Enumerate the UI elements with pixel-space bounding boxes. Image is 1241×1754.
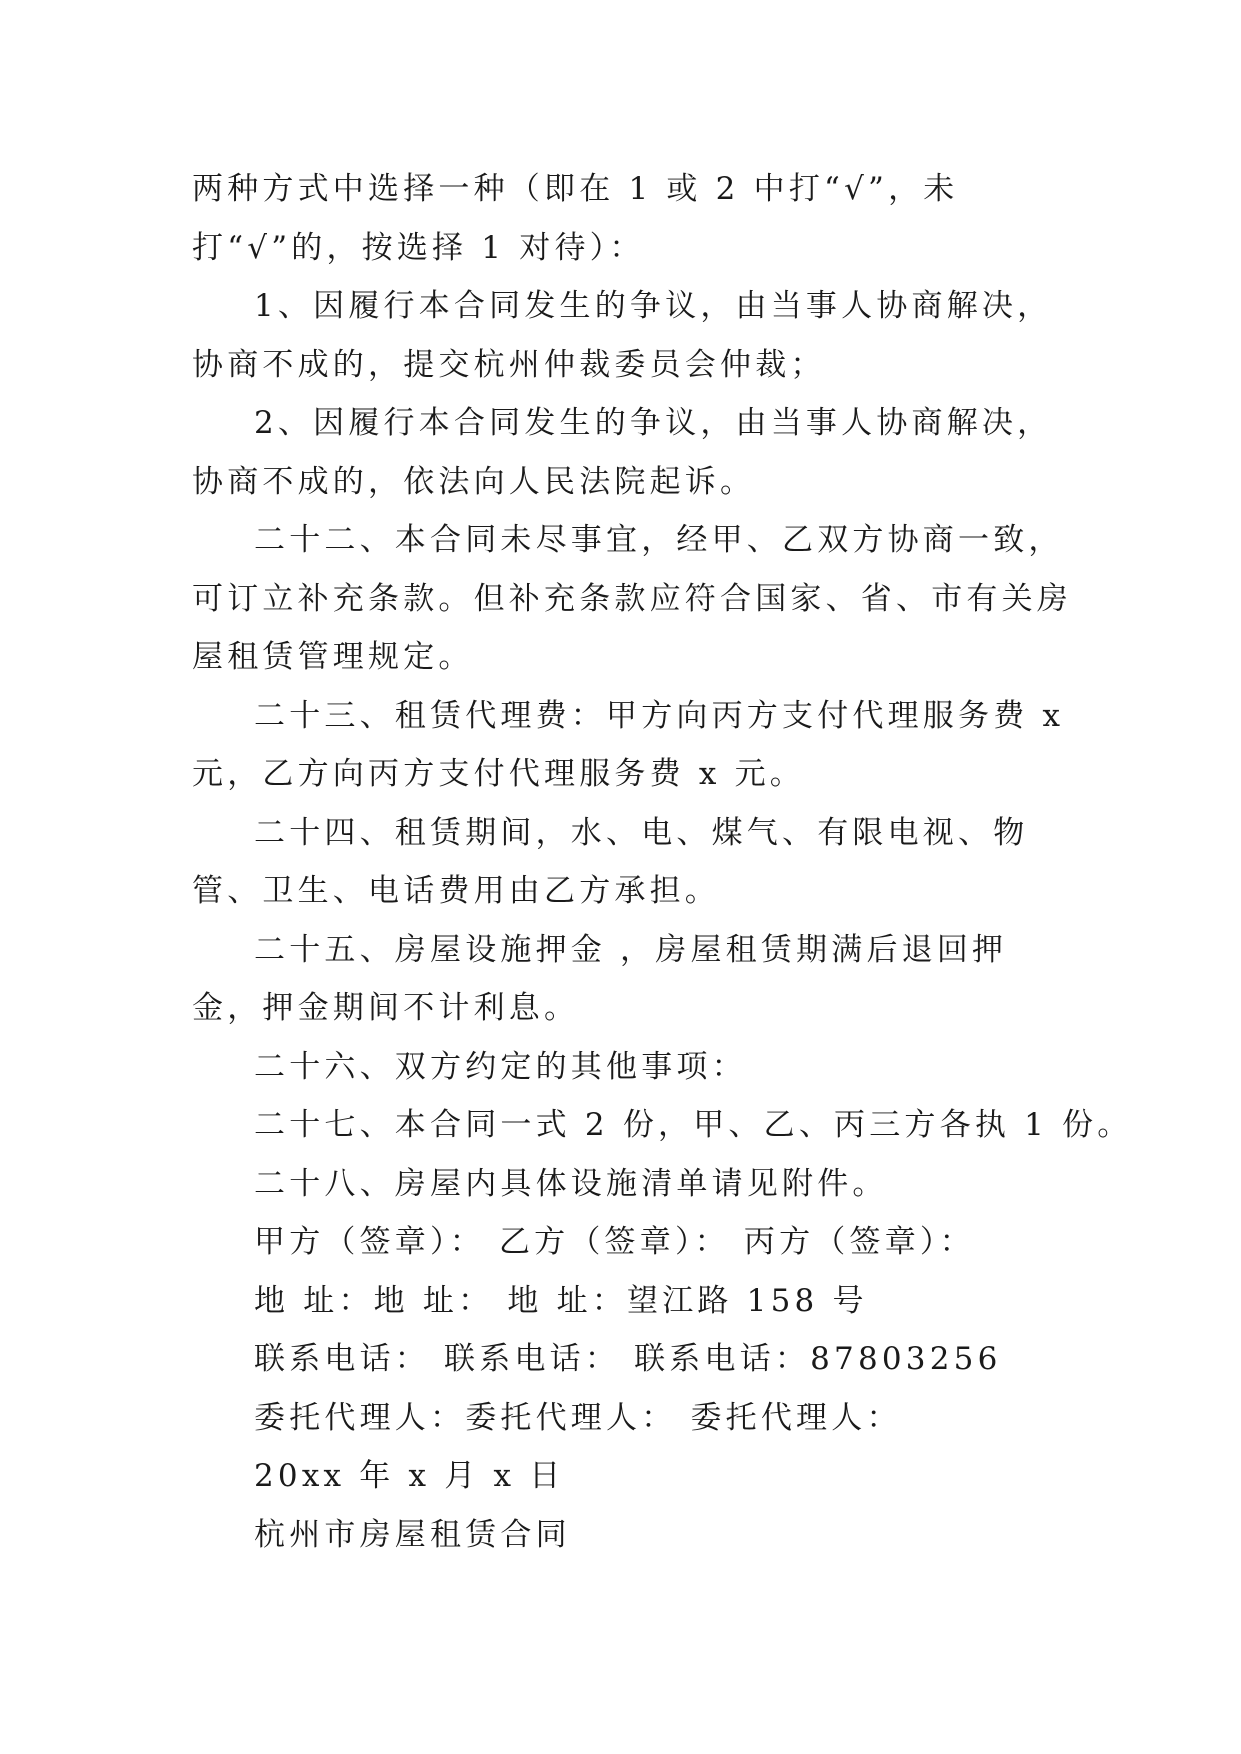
document-body — [192, 160, 1133, 1564]
clause-26: 二十六、双方约定的其他事项： — [254, 1048, 747, 1085]
paragraph-litigation-option: 2、因履行本合同发生的争议，由当事人协商解决，协商不成的，依法向人民法院起诉。 — [192, 405, 1053, 500]
clause-23: 二十三、租赁代理费：甲方向丙方支付代理服务费 x 元，乙方向丙方支付代理服务费 x 元。 — [192, 697, 1065, 792]
clause-24: 二十四、租赁期间，水、电、煤气、有限电视、物管、卫生、电话费用由乙方承担。 — [192, 814, 1029, 909]
clause-25: 二十五、房屋设施押金 ，房屋租赁期满后退回押金，押金期间不计利息。 — [192, 931, 1008, 1026]
signature-date-line: 20xx 年 x 月 x 日 — [254, 1458, 565, 1494]
signature-parties-line: 甲方（签章）： 乙方（签章）： 丙方（签章）： — [254, 1224, 975, 1260]
signature-agent-line: 委托代理人：委托代理人： 委托代理人： — [254, 1399, 902, 1436]
clause-28: 二十八、房屋内具体设施清单请见附件。 — [254, 1165, 888, 1202]
clause-22: 二十二、本合同未尽事宜，经甲、乙双方协商一致，可订立补充条款。但补充条款应符合国家、省、市有关房屋租赁管理规定。 — [192, 522, 1072, 675]
signature-address-line: 地 址：地 址： 地 址：望江路 158 号 — [254, 1282, 868, 1319]
clause-27: 二十七、本合同一式 2 份，甲、乙、丙三方各执 1 份。 — [254, 1107, 1133, 1143]
paragraph-dispute-options: 两种方式中选择一种（即在 1 或 2 中打“√”，未打“√”的，按选择 1 对待）： — [192, 171, 959, 266]
paragraph-arbitration-option: 1、因履行本合同发生的争议，由当事人协商解决，协商不成的，提交杭州仲裁委员会仲裁； — [192, 288, 1053, 383]
signature-phone-line: 联系电话： 联系电话： 联系电话：87803256 — [254, 1341, 1002, 1377]
document-footer-title: 杭州市房屋租赁合同 — [254, 1516, 571, 1553]
